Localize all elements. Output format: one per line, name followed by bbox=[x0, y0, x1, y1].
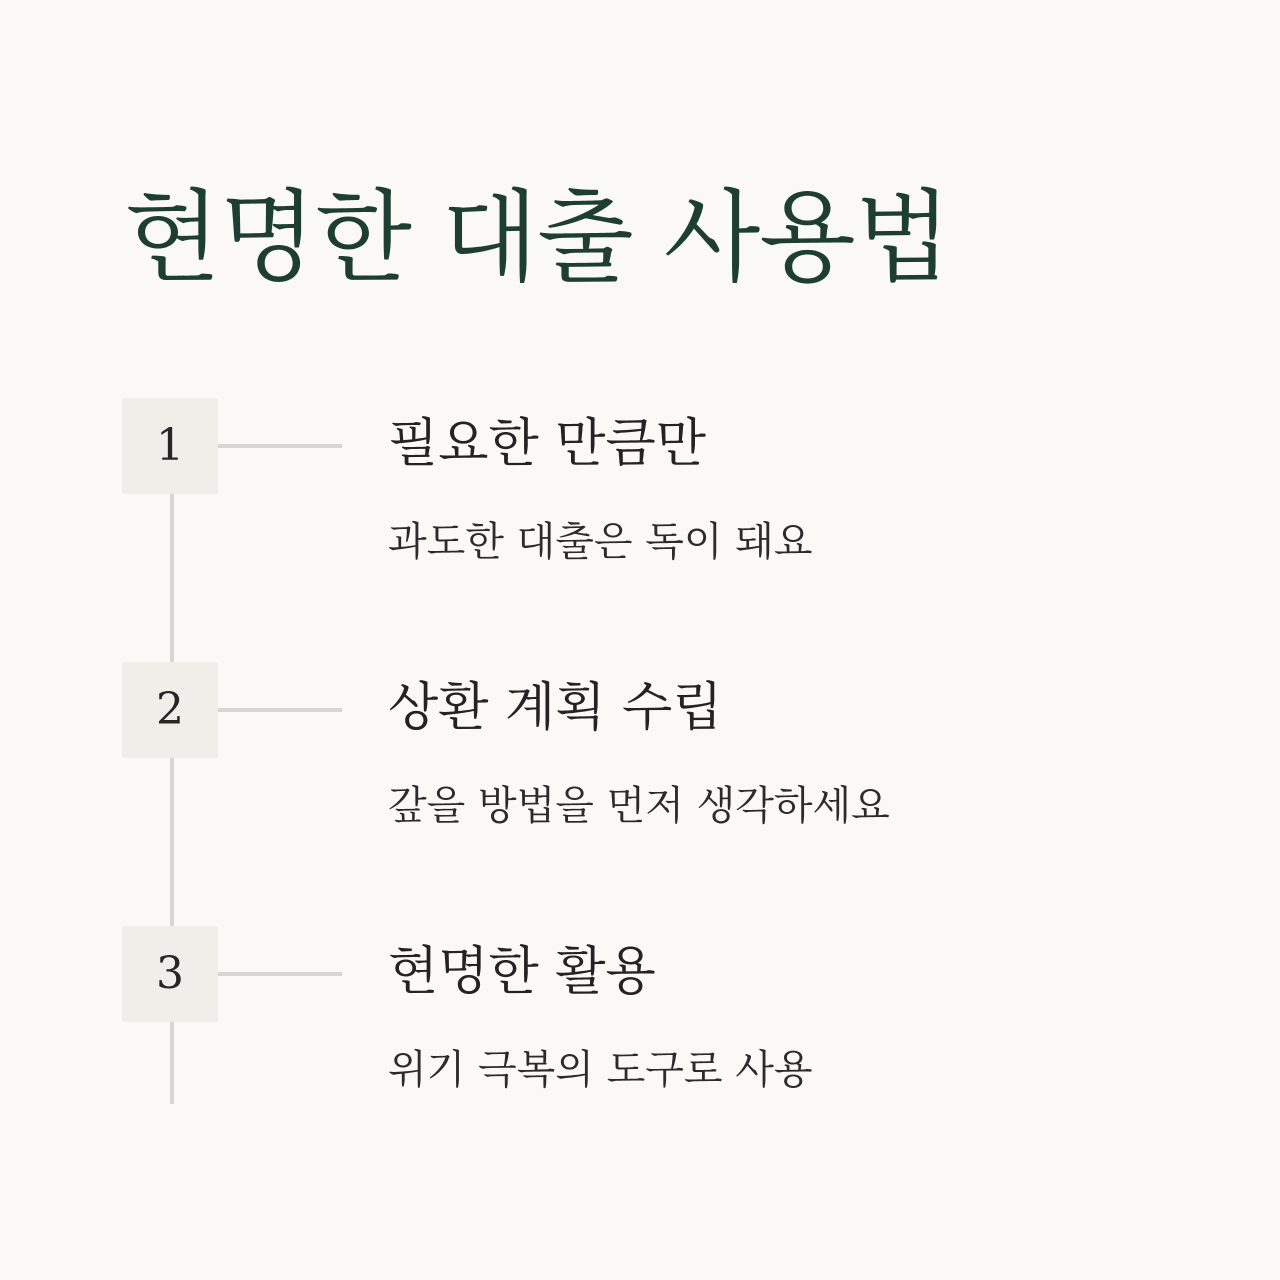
step-number-box bbox=[122, 398, 218, 494]
step-title: 상환 계획 수립 bbox=[388, 678, 723, 738]
page-title: 현명한 대출 사용법 bbox=[124, 179, 951, 296]
step-title: 현명한 활용 bbox=[388, 942, 656, 1002]
step-number: 1 bbox=[156, 420, 184, 471]
step-item-3 bbox=[0, 926, 1280, 1126]
step-connector bbox=[218, 972, 342, 976]
step-connector bbox=[218, 444, 342, 448]
step-description: 과도한 대출은 독이 돼요 bbox=[388, 519, 813, 565]
step-number: 2 bbox=[156, 684, 184, 735]
step-number-box bbox=[122, 926, 218, 1022]
step-item-1 bbox=[0, 398, 1280, 598]
step-title: 필요한 만큼만 bbox=[388, 414, 706, 474]
step-connector bbox=[218, 708, 342, 712]
step-description: 위기 극복의 도구로 사용 bbox=[388, 1047, 813, 1093]
step-description: 갚을 방법을 먼저 생각하세요 bbox=[388, 783, 890, 829]
step-item-2 bbox=[0, 662, 1280, 862]
step-number-box bbox=[122, 662, 218, 758]
step-number: 3 bbox=[156, 948, 184, 999]
